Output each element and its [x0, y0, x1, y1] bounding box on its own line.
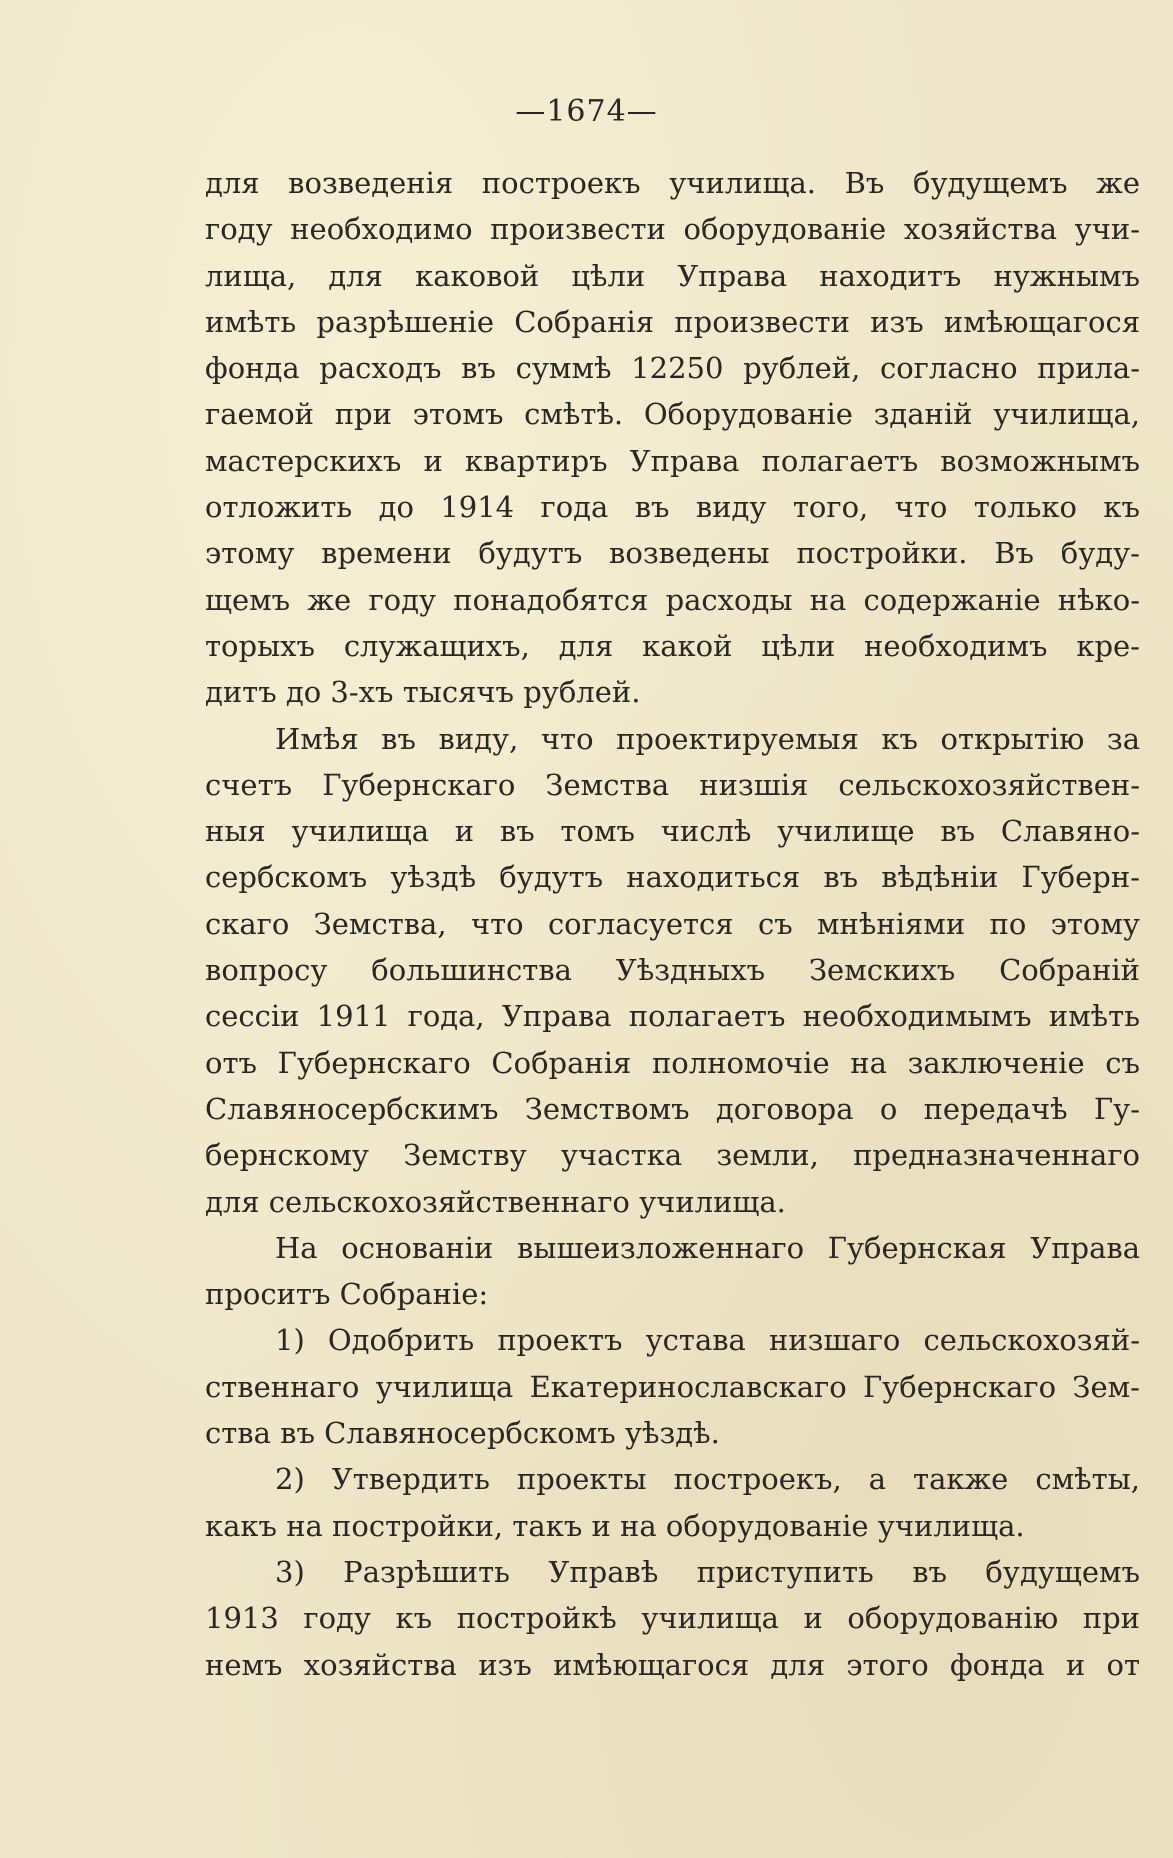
body-text — [205, 160, 1140, 1688]
text-line: торыхъ служащихъ, для какой цѣли необходимъ кре- — [205, 628, 1140, 663]
text-line: ственнаго училища Екатеринославскаго Губернскаго Зем- — [205, 1369, 1140, 1404]
text-line: проситъ Собраніе: — [205, 1277, 489, 1312]
text-line: сессіи 1911 года, Управа полагаетъ необходимымъ имѣть — [205, 999, 1140, 1034]
paragraph-2 — [205, 716, 1140, 1225]
paragraph-1 — [205, 160, 1140, 716]
paragraph-3 — [205, 1225, 1140, 1318]
paragraph-6 — [205, 1549, 1140, 1688]
text-line: гаемой при этомъ смѣтѣ. Оборудованіе зданій училища, — [205, 397, 1140, 432]
text-line: бернскому Земству участка земли, предназначеннаго — [205, 1138, 1140, 1173]
text-line: 2) Утвердить проекты построекъ, а также смѣты, — [275, 1462, 1140, 1497]
text-line: вопросу большинства Уѣздныхъ Земскихъ Собраній — [205, 953, 1140, 988]
paragraph-4 — [205, 1317, 1140, 1456]
text-line: 1913 году къ постройкѣ училища и оборудованію при — [205, 1601, 1140, 1636]
text-line: дитъ до 3-хъ тысячъ рублей. — [205, 675, 641, 710]
text-line: году необходимо произвести оборудованіе хозяйства учи- — [205, 212, 1140, 247]
text-line: для сельскохозяйственнаго училища. — [205, 1184, 786, 1219]
paragraph-5 — [205, 1456, 1140, 1549]
text-line: 3) Разрѣшить Управѣ приступить въ будущемъ — [275, 1554, 1140, 1589]
text-line: Имѣя въ виду, что проектируемыя къ открытію за — [275, 721, 1140, 756]
text-line: Славяносербскимъ Земствомъ договора о передачѣ Гу- — [205, 1091, 1140, 1126]
text-line: 1) Одобрить проектъ устава низшаго сельскохозяй- — [275, 1323, 1140, 1358]
text-line: щемъ же году понадобятся расходы на содержаніе нѣко- — [205, 582, 1140, 617]
text-line: отъ Губернскаго Собранія полномочіе на заключеніе съ — [205, 1045, 1140, 1080]
text-line: сербскомъ уѣздѣ будутъ находиться въ вѣдѣніи Губерн- — [205, 860, 1140, 895]
text-line: этому времени будутъ возведены постройки. Въ буду- — [205, 536, 1140, 571]
text-line: отложить до 1914 года въ виду того, что только къ — [205, 490, 1140, 525]
text-line: счетъ Губернскаго Земства низшія сельскохозяйствен- — [205, 767, 1140, 802]
text-line: фонда расходъ въ суммѣ 12250 рублей, согласно прила- — [205, 351, 1140, 386]
text-line: скаго Земства, что согласуется съ мнѣніями по этому — [205, 906, 1140, 941]
text-line: какъ на постройки, такъ и на оборудованіе училища. — [205, 1508, 1025, 1543]
text-line: ства въ Славяносербскомъ уѣздѣ. — [205, 1416, 720, 1451]
text-line: ныя училища и въ томъ числѣ училище въ Славяно- — [205, 814, 1140, 849]
text-line: На основаніи вышеизложеннаго Губернская Управа — [275, 1230, 1140, 1265]
page-number: —1674— — [515, 94, 658, 129]
text-line: мастерскихъ и квартиръ Управа полагаетъ возможнымъ — [205, 443, 1140, 478]
text-line: имѣть разрѣшеніе Собранія произвести изъ имѣющагося — [205, 304, 1140, 339]
text-line: лища, для каковой цѣли Управа находитъ нужнымъ — [205, 258, 1140, 293]
text-line: для возведенія построекъ училища. Въ будущемъ же — [205, 166, 1140, 200]
text-line: немъ хозяйства изъ имѣющагося для этого фонда и от — [205, 1647, 1140, 1682]
